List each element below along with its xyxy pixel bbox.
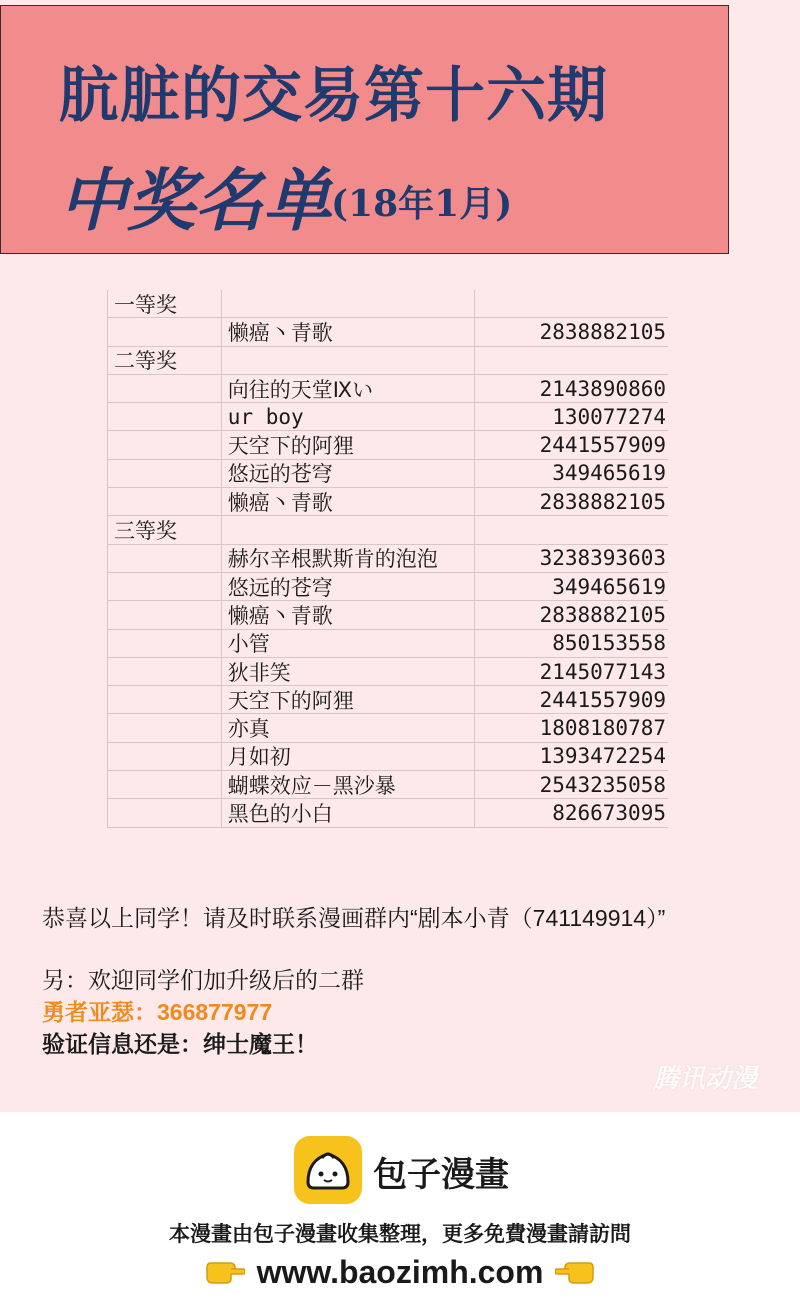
name-cell: 狄非笑: [222, 658, 476, 685]
qq-cell: 1393472254: [539, 744, 666, 769]
table-row: [108, 743, 668, 771]
name-cell: [222, 347, 476, 374]
qq-cell: 3238393603: [539, 546, 666, 571]
table-row: [108, 318, 668, 346]
qq-cell: 130077274: [552, 404, 666, 429]
baozi-logo-icon: [294, 1136, 362, 1204]
name-cell: [222, 516, 476, 543]
prize-cell: [108, 601, 222, 628]
qq-cell: 826673095: [552, 800, 666, 825]
name-cell: 天空下的阿狸: [222, 431, 476, 458]
prize-cell: [108, 658, 222, 685]
table-row: [108, 403, 668, 431]
name-cell: ur boy: [222, 403, 476, 430]
qq-cell: 2543235058: [539, 772, 666, 797]
name-cell: 懒癌丶青歌: [222, 318, 476, 345]
prize-cell: [108, 573, 222, 600]
qq-cell: [475, 347, 668, 374]
pointing-hand-left-icon: [555, 1256, 595, 1293]
footer-note: 本漫畫由包子漫畫收集整理，更多免費漫畫請訪問: [169, 1222, 631, 1246]
qq-cell: 349465619: [552, 461, 666, 486]
title-sub: [59, 151, 719, 254]
title-banner: [0, 5, 729, 254]
table-row: [108, 460, 668, 488]
group-number-text: 勇者亚瑟：366877977: [42, 999, 273, 1025]
watermark-logo: 腾讯动漫: [653, 1064, 758, 1094]
prize-cell: 一等奖: [108, 290, 222, 317]
prize-cell: [108, 431, 222, 458]
qq-cell: 850153558: [552, 631, 666, 656]
name-cell: 懒癌丶青歌: [222, 601, 476, 628]
name-cell: 蝴蝶效应－黑沙暴: [222, 771, 476, 798]
brand-name: 包子漫畫: [373, 1155, 509, 1195]
name-cell: 小管: [222, 630, 476, 657]
table-row: [108, 771, 668, 799]
qq-cell: 2441557909: [539, 433, 666, 458]
prize-cell: [108, 771, 222, 798]
site-url[interactable]: www.baozimh.com: [256, 1254, 544, 1290]
table-row: [108, 375, 668, 403]
pointing-hand-right-icon: [205, 1256, 245, 1293]
prize-cell: [108, 318, 222, 345]
name-cell: 黑色的小白: [222, 799, 476, 826]
name-cell: 赫尔辛根默斯肯的泡泡: [222, 545, 476, 572]
name-cell: 向往的天堂Ⅸい: [222, 375, 476, 402]
table-row: [108, 431, 668, 459]
table-row: [108, 516, 668, 544]
table-row: [108, 573, 668, 601]
prize-cell: [108, 630, 222, 657]
table-row: [108, 347, 668, 375]
prize-cell: [108, 799, 222, 826]
prize-cell: [108, 403, 222, 430]
name-cell: 悠远的苍穹: [222, 573, 476, 600]
site-url-line: [0, 1254, 800, 1293]
title-main: 肮脏的交易第十六期: [59, 61, 608, 131]
qq-cell: 2145077143: [539, 659, 666, 684]
name-cell: [222, 290, 476, 317]
name-cell: 天空下的阿狸: [222, 686, 476, 713]
name-cell: 月如初: [222, 743, 476, 770]
table-row: [108, 714, 668, 742]
name-cell: 亦真: [222, 714, 476, 741]
table-row: [108, 601, 668, 629]
prize-cell: [108, 743, 222, 770]
qq-cell: 2838882105: [539, 319, 666, 344]
qq-cell: 2441557909: [539, 687, 666, 712]
verify-text: 验证信息还是：绅士魔王！: [42, 1031, 318, 1057]
prize-cell: 二等奖: [108, 347, 222, 374]
table-row: [108, 686, 668, 714]
prize-cell: [108, 488, 222, 515]
group-intro-text: 另：欢迎同学们加升级后的二群: [42, 967, 364, 993]
congrats-text: 恭喜以上同学！请及时联系漫画群内“剧本小青（741149914）”: [42, 905, 666, 931]
table-row: [108, 488, 668, 516]
qq-cell: 2838882105: [539, 489, 666, 514]
qq-cell: [475, 516, 668, 543]
qq-cell: [475, 290, 668, 317]
name-cell: 懒癌丶青歌: [222, 488, 476, 515]
qq-cell: 2143890860: [539, 376, 666, 401]
name-cell: 悠远的苍穹: [222, 460, 476, 487]
title-date: (18年1月): [331, 183, 513, 225]
title-winners-list: 中奖名单: [59, 161, 332, 241]
qq-cell: 349465619: [552, 574, 666, 599]
table-row: [108, 290, 668, 318]
prize-cell: [108, 714, 222, 741]
prize-cell: [108, 686, 222, 713]
table-row: [108, 630, 668, 658]
winners-table: [107, 290, 668, 828]
footer: [0, 1112, 800, 1312]
prize-cell: [108, 375, 222, 402]
prize-cell: [108, 545, 222, 572]
qq-cell: 2838882105: [539, 602, 666, 627]
table-row: [108, 545, 668, 573]
table-row: [108, 799, 668, 827]
prize-cell: [108, 460, 222, 487]
table-row: [108, 658, 668, 686]
prize-cell: 三等奖: [108, 516, 222, 543]
qq-cell: 1808180787: [539, 716, 666, 741]
